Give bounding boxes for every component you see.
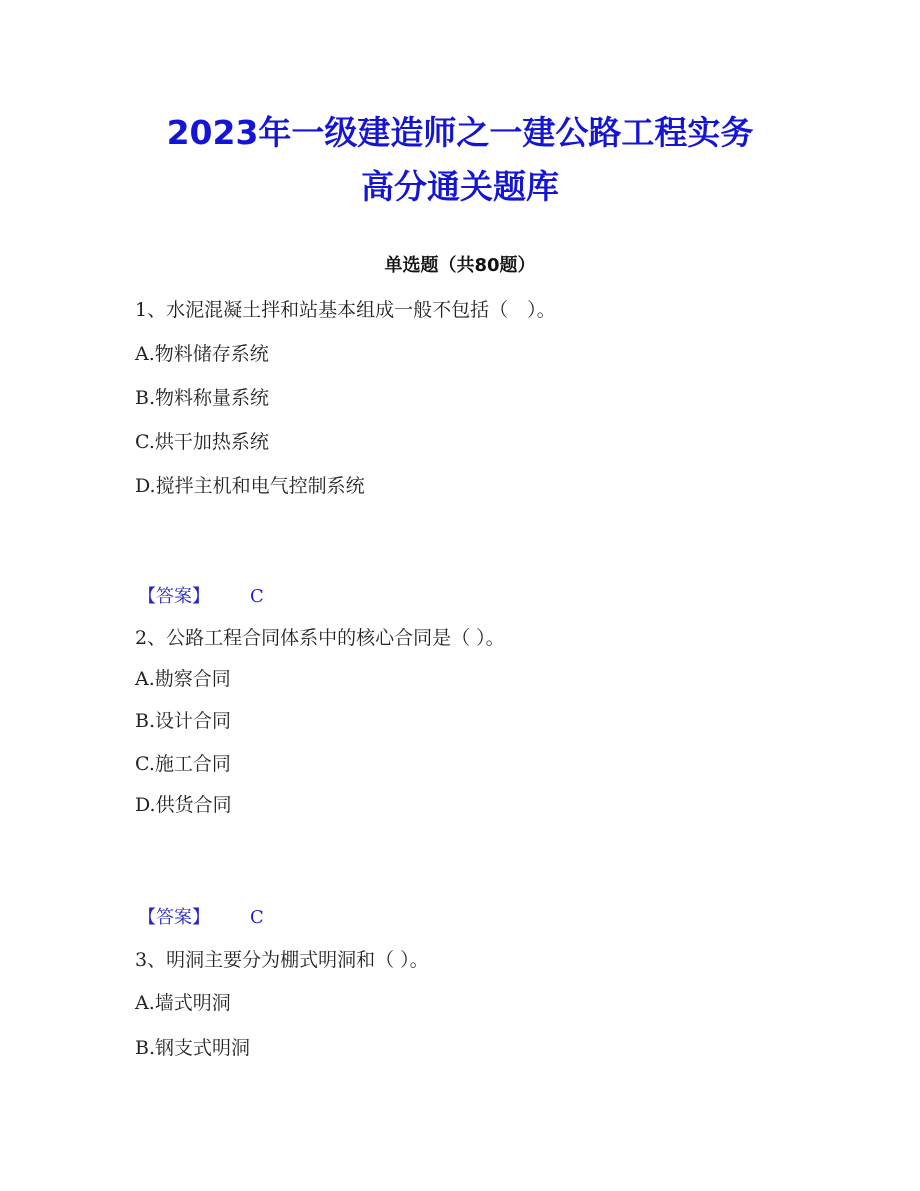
question-3-option-a: A.墙式明洞 (135, 992, 231, 1014)
question-2-stem: 2、公路工程合同体系中的核心合同是（ ）。 (135, 627, 505, 649)
question-2-answer (138, 905, 264, 931)
answer-value: C (250, 586, 264, 607)
document-title-line-1: 2023年一级建造师之一建公路工程实务 (166, 113, 754, 152)
question-1-stem: 1、水泥混凝土拌和站基本组成一般不包括（ ）。 (135, 299, 556, 321)
question-1-option-c: C.烘干加热系统 (135, 431, 269, 453)
question-1-option-d: D.搅拌主机和电气控制系统 (135, 475, 365, 497)
answer-label: 【答案】 (138, 907, 210, 928)
question-3-stem: 3、明洞主要分为棚式明洞和（ ）。 (135, 949, 429, 971)
question-2-option-b: B.设计合同 (135, 710, 232, 732)
question-3-option-b: B.钢支式明洞 (135, 1037, 251, 1059)
answer-value: C (250, 907, 264, 928)
question-2-option-a: A.勘察合同 (135, 668, 231, 690)
section-heading: 单选题（共80题） (384, 255, 536, 276)
question-1-option-b: B.物料称量系统 (135, 387, 270, 409)
question-1-option-a: A.物料储存系统 (135, 343, 269, 365)
answer-label: 【答案】 (138, 586, 210, 607)
question-1-answer (138, 584, 264, 610)
document-title-line-2: 高分通关题库 (361, 167, 559, 206)
question-2-option-c: C.施工合同 (135, 753, 231, 775)
question-2-option-d: D.供货合同 (135, 794, 232, 816)
